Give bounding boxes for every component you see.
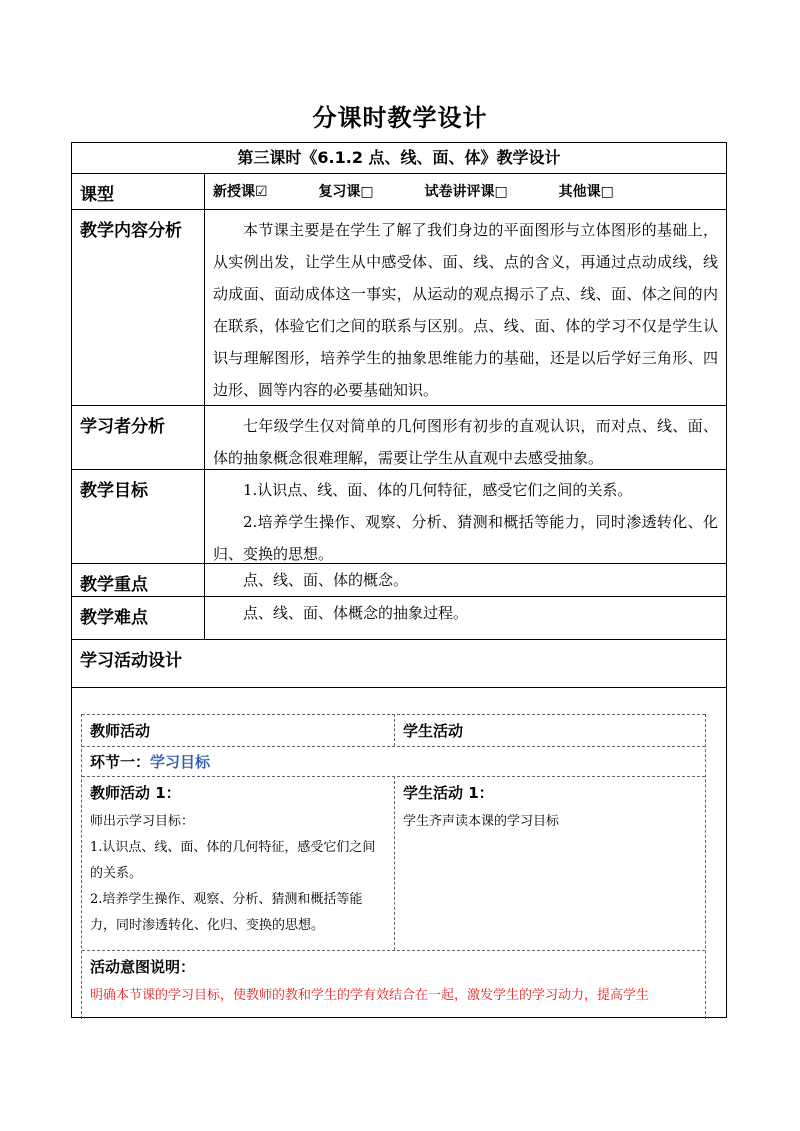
difficulties-row (72, 597, 726, 640)
difficulties-text: 点、线、面、体概念的抽象过程。 (243, 604, 469, 622)
content-analysis-text: 本节课主要是在学生了解了我们身边的平面图形与立体图形的基础上，从实例出发，让学生从中感受体、面、线、点的含义，再通过点动成线，线动成面、面动成体这一事实，从运动的观点揭示了点、线、面、体之间的内在联系，体验它们之间的联系与区别。点、线、面、体的学习不仅是学生认识与理解图形，培养学生的抽象思维能力的基础，还是以后学好三角形、四边形、圆等内容的必要基础知识。 (213, 221, 718, 399)
stage-one-heading (90, 751, 210, 772)
teacher-activity-1-content (90, 809, 388, 939)
lesson-type-row (72, 174, 726, 210)
objective-item-1: 1.认识点、线、面、体的几何特征，感受它们之间的关系。 (243, 481, 633, 499)
teacher-activity-line: 1.认识点、线、面、体的几何特征，感受它们之间的关系。 (90, 840, 376, 881)
objectives-row (72, 470, 726, 564)
student-activity-1-text: 学生齐声读本课的学习目标 (403, 814, 560, 829)
activity-table-column-divider (394, 714, 395, 746)
difficulties-label: 教学难点 (72, 597, 205, 639)
stage-prefix: 环节一： (90, 753, 151, 771)
objectives-label: 教学目标 (72, 470, 205, 563)
lesson-type-label: 课型 (72, 174, 205, 209)
student-activity-header: 学生活动 (403, 722, 464, 740)
content-analysis-cell (205, 210, 726, 405)
objectives-cell (205, 470, 726, 563)
activity-table-divider (82, 950, 705, 951)
key-points-label: 教学重点 (72, 564, 205, 596)
teacher-activity-line: 2.培养学生操作、观察、分析、猜测和概括等能力，同时渗透转化、化归、变换的思想。 (90, 892, 363, 933)
content-analysis-label: 教学内容分析 (72, 210, 205, 405)
learner-analysis-cell (205, 406, 726, 469)
lesson-type-option-exam[interactable]: 试卷讲评课□ (424, 184, 508, 200)
activity-design-title: 学习活动设计 (80, 651, 182, 671)
activity-intent-title: 活动意图说明： (90, 958, 196, 976)
activity-intent-text: 明确本节课的学习目标，使教师的教和学生的学有效结合在一起，激发学生的学习动力，提高学生 (90, 988, 650, 1003)
student-activity-1-title: 学生活动 1： (403, 784, 494, 802)
lesson-type-option-other[interactable]: 其他课□ (558, 184, 614, 200)
key-points-cell (205, 564, 726, 596)
objective-item-2: 2.培养学生操作、观察、分析、猜测和概括等能力，同时渗透转化、化归、变换的思想。 (213, 513, 718, 563)
key-points-row (72, 564, 726, 597)
activity-table (81, 714, 706, 1019)
lesson-design-table (71, 142, 727, 1018)
content-analysis-row (72, 210, 726, 406)
lesson-type-option-review[interactable]: 复习课□ (318, 184, 374, 200)
lesson-header: 第三课时《6.1.2 点、线、面、体》教学设计 (237, 148, 561, 167)
learner-analysis-text: 七年级学生仅对简单的几何图形有初步的直观认识，而对点、线、面、体的抽象概念很难理解，需要让学生从直观中去感受抽象。 (213, 417, 718, 467)
learner-analysis-row (72, 406, 726, 470)
key-points-text: 点、线、面、体的概念。 (243, 571, 409, 589)
teacher-activity-1-title: 教师活动 1： (90, 784, 181, 802)
teacher-activity-line: 师出示学习目标： (90, 814, 195, 829)
lesson-type-options (205, 174, 726, 209)
learner-analysis-label: 学习者分析 (72, 406, 205, 469)
activity-table-divider (82, 746, 705, 747)
teacher-activity-header: 教师活动 (90, 722, 151, 740)
activity-table-column-divider (394, 776, 395, 950)
lesson-type-option-new[interactable]: 新授课☑ (213, 184, 268, 200)
stage-name: 学习目标 (150, 753, 211, 771)
document-title: 分课时教学设计 (312, 103, 488, 132)
difficulties-cell (205, 597, 726, 639)
lesson-header-row (72, 143, 726, 174)
activity-design-title-row (72, 640, 726, 688)
